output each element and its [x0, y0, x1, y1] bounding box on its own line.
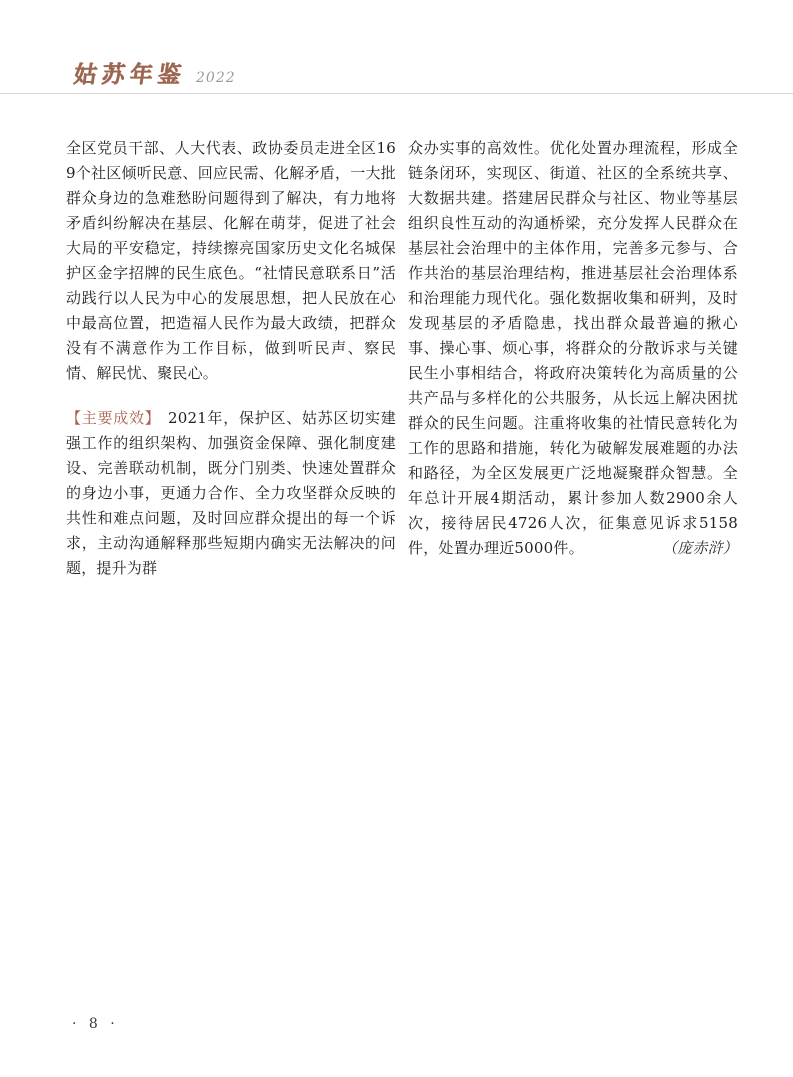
left-column-paragraph-1: 全区党员干部、人大代表、政协委员走进全区169个社区倾听民意、回应民需、化解矛盾，一大批群众身边的急难愁盼问题得到了解决，有力地将矛盾纠纷解决在基层、化解在萌芽，促进了社会大局的平安稳定，持续擦亮国家历史文化名城保护区金字招牌的民生底色。“社情民意联系日”活动践行以人民为中心的发展思想，把人民放在心中最高位置，把造福人民作为最大政绩，把群众没有不满意作为工作目标，做到听民声、察民情、解民忧、聚民心。 — [66, 139, 396, 382]
yearbook-logo: 姑苏年鉴 — [71, 61, 188, 88]
article-body — [66, 136, 738, 581]
paragraph-2-text: 2021年，保护区、姑苏区切实建强工作的组织架构、加强资金保障、强化制度建设、完善联动机制，既分门别类、快速处置群众的身边小事，更通力合作、全力攻坚群众反映的共性和难点问题，及时回应群众提出的每一个诉求，主动沟通解释那些短期内确实无法解决的问题，提升为群 — [66, 409, 396, 577]
right-paragraph-text: 众办实事的高效性。优化处置办理流程，形成全链条闭环，实现区、街道、社区的全系统共享、大数据共建。搭建居民群众与社区、物业等基层组织良性互动的沟通桥梁，充分发挥人民群众在基层社会治理中的主体作用，完善多元参与、合作共治的基层治理结构，推进基层社会治理体系和治理能力现代化。强化数据收集和研判，及时发现基层的矛盾隐患，找出群众最普遍的揪心事、操心事、烦心事，将群众的分散诉求与关键民生小事相结合，将政府决策转化为高质量的公共产品与多样化的公共服务，从长远上解决困扰群众的民生问题。注重将收集的社情民意转化为工作的思路和措施，转化为破解发展难题的办法和路径，为全区发展更广泛地凝聚群众智慧。全年总计开展4期活动，累计参加人数2900余人次，接待居民4726人次，征集意见诉求5158件，处置办理近5000件。 — [408, 139, 738, 557]
right-column — [408, 136, 738, 581]
author-attribution: （庞赤浒） — [661, 539, 738, 557]
section-label-main-results: 【主要成效】 — [66, 409, 161, 427]
right-column-paragraph — [408, 136, 738, 561]
page-header — [0, 0, 793, 94]
left-column — [66, 136, 396, 581]
yearbook-year: 2022 — [196, 70, 236, 86]
page-number: · 8 · — [72, 1016, 119, 1032]
left-column-paragraph-2 — [66, 406, 396, 581]
logo-row — [71, 56, 236, 89]
